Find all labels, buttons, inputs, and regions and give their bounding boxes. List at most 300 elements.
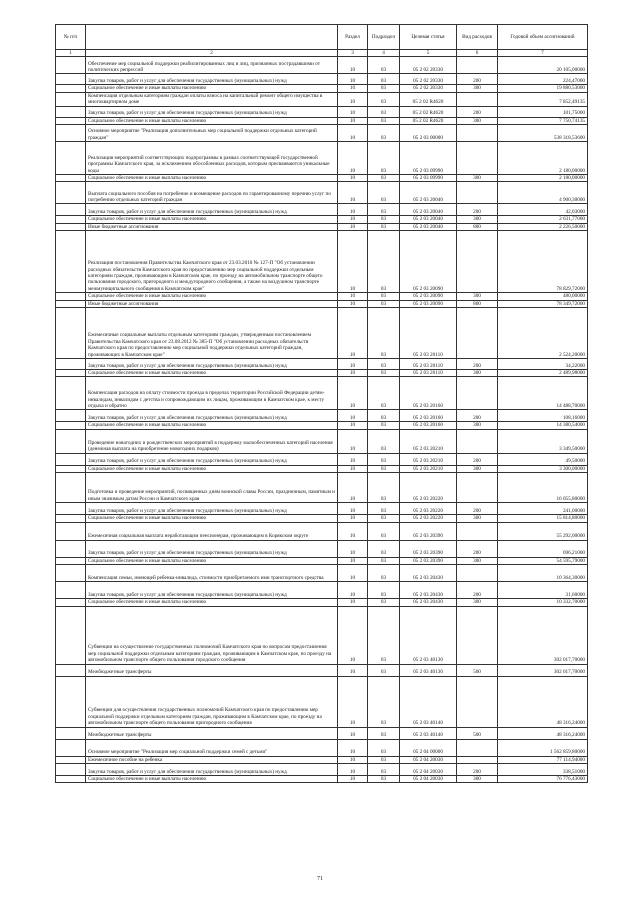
table-row [56,377,588,410]
table-row [56,300,588,307]
row-number [56,756,86,763]
column-number: 1 [56,50,86,57]
row-name: Межбюджетные трансферты [86,727,338,739]
row-target-article: 05 2 03 40130 [400,664,457,676]
table-row [56,175,588,182]
row-subsection: 03 [368,756,400,763]
row-number [56,223,86,230]
column-number: 4 [368,50,400,57]
row-name: Социальное обеспечение и иные выплаты населению [86,775,338,782]
row-expense-type [457,377,498,410]
row-amount: 2 524,20000 [498,308,588,359]
row-target-article: 05 2 03 20390 [400,540,457,557]
row-name: Проведение новогодних и рождественских мероприятий в поддержку малообеспеченных категорий населения (денежная выплата на приобретение новогодних подарков) [86,429,338,453]
row-expense-type: 300 [457,175,498,182]
row-expense-type: 200 [457,106,498,117]
row-section: 10 [338,599,368,606]
row-subsection: 03 [368,231,400,293]
column-number-row [56,50,588,57]
row-amount: 54 595,79000 [498,557,588,564]
row-section: 10 [338,465,368,472]
row-number [56,763,86,775]
row-target-article: 05 2 03 40140 [400,676,457,727]
table-row [56,231,588,293]
row-section: 10 [338,216,368,223]
row-subsection: 03 [368,204,400,216]
row-target-article: 05 2 03 20430 [400,599,457,606]
row-amount: 77 114,94000 [498,756,588,763]
row-number [56,565,86,582]
table-row [56,308,588,359]
row-section: 10 [338,503,368,515]
row-expense-type [457,473,498,503]
row-section: 10 [338,606,368,664]
table-row [56,92,588,106]
row-amount: 696,21000 [498,540,588,557]
row-target-article: 05 2 03 20160 [400,410,457,422]
row-expense-type: 800 [457,223,498,230]
row-subsection: 03 [368,293,400,300]
row-subsection: 03 [368,85,400,92]
row-number [56,359,86,370]
row-amount: 10 332,70000 [498,599,588,606]
row-amount: 2 180,00000 [498,175,588,182]
row-target-article: 05 2 03 20430 [400,565,457,582]
row-name: Иные бюджетные ассигнования [86,223,338,230]
row-amount: 2 180,00000 [498,142,588,175]
row-name: Социальное обеспечение и иные выплаты населению [86,557,338,564]
row-amount: 224,47000 [498,74,588,85]
row-amount: 20 105,00000 [498,57,588,74]
table-row [56,565,588,582]
row-expense-type [457,92,498,106]
row-amount: 538 318,53600 [498,125,588,142]
table-row [56,727,588,739]
row-amount: 7 750,74135 [498,117,588,124]
column-number: 7 [498,50,588,57]
row-expense-type: 200 [457,540,498,557]
row-name: Закупка товаров, работ и услуг для обеспечения государственных (муниципальных) нужд [86,763,338,775]
row-section: 10 [338,125,368,142]
row-target-article: 05 2 03 20160 [400,377,457,410]
row-target-article: 05 2 03 20390 [400,557,457,564]
row-target-article: 05 2 03 00000 [400,125,457,142]
row-expense-type [457,57,498,74]
row-amount: 19 880,53000 [498,85,588,92]
row-subsection: 03 [368,377,400,410]
row-number [56,727,86,739]
header-name [86,25,338,50]
row-expense-type: 200 [457,503,498,515]
table-row [56,125,588,142]
row-name: Реализация постановления Правительства Камчатского края от 23.03.2010 № 127-П "Об установлении расходных обязательств Камчатского края по предоставлению мер социальной поддержки отдельным категориям граждан, проживающим в Камчатском крае, по проезду на автомобильном транспорте общего пользования городского, пригородного и междугородного сообщения, а также на воздушном транспорте межмуниципального сообщения в Камчатском крае" [86,231,338,293]
row-subsection: 03 [368,74,400,85]
row-subsection: 03 [368,125,400,142]
table-row [56,85,588,92]
row-target-article: 05 2 03 20040 [400,182,457,204]
row-number [56,522,86,540]
row-section: 10 [338,142,368,175]
row-amount: 1 562 859,80000 [498,739,588,756]
row-name: Социальное обеспечение и иные выплаты населению [86,117,338,124]
row-name: Выплата социального пособия на погребение и возмещение расходов по гарантированному перечню услуг по погребению отдельных категорий граждан [86,182,338,204]
row-amount: 76 776,43000 [498,775,588,782]
row-amount: 302 017,70000 [498,664,588,676]
row-target-article: 05 2 03 20390 [400,522,457,540]
row-target-article: 05 2 03 20220 [400,503,457,515]
table-row [56,410,588,422]
row-subsection: 03 [368,515,400,522]
table-row [56,293,588,300]
row-name: Социальное обеспечение и иные выплаты населению [86,422,338,429]
row-target-article: 05 2 04 00000 [400,739,457,756]
row-target-article: 05 2 03 20040 [400,216,457,223]
row-expense-type: 300 [457,85,498,92]
row-section: 10 [338,182,368,204]
row-subsection: 03 [368,175,400,182]
row-target-article: 05 2 03 20210 [400,465,457,472]
row-amount: 108,16000 [498,410,588,422]
row-number [56,92,86,106]
row-number [56,117,86,124]
header-expense-type: Вид расходов [457,25,498,50]
row-expense-type [457,125,498,142]
row-target-article: 05 2 03 40140 [400,727,457,739]
row-section: 10 [338,223,368,230]
header-number: № п/п [56,25,86,50]
row-expense-type [457,429,498,453]
row-name: Компенсация отдельным категориям граждан оплаты взноса на капитальный ремонт общего имущества в многоквартирном доме [86,92,338,106]
row-subsection: 03 [368,664,400,676]
row-section: 10 [338,775,368,782]
row-subsection: 03 [368,429,400,453]
row-section: 10 [338,565,368,582]
row-name: Социальное обеспечение и иные выплаты населению [86,515,338,522]
row-target-article: 05 2 03 20210 [400,453,457,465]
table-row [56,453,588,465]
row-section: 10 [338,727,368,739]
row-amount: 480,00000 [498,293,588,300]
table-header-row [56,25,588,50]
row-number [56,599,86,606]
row-expense-type [457,739,498,756]
row-target-article: 05 2 03 20090 [400,293,457,300]
row-amount: 15 814,80000 [498,515,588,522]
row-amount: 34,22000 [498,359,588,370]
table-row [56,606,588,664]
row-name: Подготовка и проведение мероприятий, посвященных дням воинской славы России, праздничным, памятным и иным значимым датам России и Камчатского края [86,473,338,503]
row-section: 10 [338,92,368,106]
table-row [56,429,588,453]
row-name: Закупка товаров, работ и услуг для обеспечения государственных (муниципальных) нужд [86,453,338,465]
row-subsection: 03 [368,727,400,739]
row-target-article: 05 2 03 20430 [400,582,457,599]
row-subsection: 03 [368,216,400,223]
row-subsection: 03 [368,739,400,756]
row-section: 10 [338,293,368,300]
row-amount: 2 631,77000 [498,216,588,223]
row-name: Социальное обеспечение и иные выплаты населению [86,85,338,92]
row-subsection: 03 [368,300,400,307]
row-section: 10 [338,117,368,124]
row-section: 10 [338,377,368,410]
row-target-article: 05 2 02 R4620 [400,117,457,124]
row-number [56,515,86,522]
row-subsection: 03 [368,422,400,429]
row-number [56,74,86,85]
row-target-article: 05 2 03 40130 [400,606,457,664]
header-annual-amount: Годовой объем ассигнований [498,25,588,50]
row-target-article: 05 2 04 20030 [400,763,457,775]
row-section: 10 [338,422,368,429]
row-subsection: 03 [368,763,400,775]
table-row [56,422,588,429]
row-number [56,739,86,756]
row-target-article: 05 2 03 20110 [400,359,457,370]
table-row [56,503,588,515]
row-subsection: 03 [368,522,400,540]
column-number: 2 [86,50,338,57]
row-amount: 78 829,72000 [498,231,588,293]
row-name: Социальное обеспечение и иные выплаты населению [86,599,338,606]
table-row [56,57,588,74]
row-expense-type: 300 [457,599,498,606]
row-target-article: 05 2 03 20040 [400,204,457,216]
row-name: Ежемесячная социальная выплата неработающим пенсионерам, проживающим в Корякском округе [86,522,338,540]
row-name: Реализация мероприятий соответствующих подпрограммы в рамках соответствующей государственной программы Камчатского края, за исключением обособленных расходов, которым присваиваются уникальные коды [86,142,338,175]
row-number [56,308,86,359]
table-row [56,515,588,522]
row-section: 10 [338,540,368,557]
table-row [56,223,588,230]
row-amount: 16 055,80000 [498,473,588,503]
row-number [56,557,86,564]
row-name: Социальное обеспечение и иные выплаты населению [86,293,338,300]
row-amount: 241,00000 [498,503,588,515]
row-section: 10 [338,410,368,422]
row-amount: 78 349,72000 [498,300,588,307]
row-number [56,582,86,599]
row-expense-type: 200 [457,74,498,85]
row-number [56,664,86,676]
row-section: 10 [338,175,368,182]
row-number [56,422,86,429]
row-number [56,175,86,182]
row-amount: 14 488,70000 [498,377,588,410]
column-number: 5 [400,50,457,57]
row-section: 10 [338,557,368,564]
row-expense-type: 200 [457,359,498,370]
row-expense-type: 300 [457,557,498,564]
row-section: 10 [338,582,368,599]
row-name: Субвенции для осуществления государственных полномочий Камчатского края по предоставлению мер социальной поддержки отдельным категориям граждан, проживающим в Камчатском крае, по проезду на автомобильном транспорте общего пользования пригородного сообщения [86,676,338,727]
row-name: Ежемесячное пособие на ребенка [86,756,338,763]
row-number [56,182,86,204]
row-number [56,57,86,74]
row-section: 10 [338,522,368,540]
table-row [56,106,588,117]
row-number [56,377,86,410]
row-expense-type [457,182,498,204]
row-amount: 14 380,54000 [498,422,588,429]
row-name: Закупка товаров, работ и услуг для обеспечения государственных (муниципальных) нужд [86,540,338,557]
row-name: Обеспечение мер социальной поддержки реабилитированных лиц и лиц, признанных пострадавшими от политических репрессий [86,57,338,74]
row-subsection: 03 [368,308,400,359]
row-target-article: 05 2 04 20030 [400,775,457,782]
row-number [56,204,86,216]
row-expense-type: 300 [457,465,498,472]
row-expense-type [457,565,498,582]
row-target-article: 05 2 03 20090 [400,231,457,293]
row-subsection: 03 [368,465,400,472]
row-subsection: 03 [368,182,400,204]
table-row [56,582,588,599]
row-amount: 2 226,50000 [498,223,588,230]
row-section: 10 [338,763,368,775]
row-number [56,473,86,503]
row-subsection: 03 [368,565,400,582]
table-row [56,370,588,377]
row-target-article: 05 2 02 R4620 [400,92,457,106]
header-subsection: Подраздел [368,25,400,50]
row-expense-type: 200 [457,453,498,465]
column-number: 6 [457,50,498,57]
header-section: Раздел [338,25,368,50]
row-section: 10 [338,85,368,92]
row-number [56,775,86,782]
row-target-article: 05 2 03 20220 [400,473,457,503]
row-section: 10 [338,756,368,763]
table-row [56,74,588,85]
row-target-article: 05 2 03 20220 [400,515,457,522]
table-row [56,763,588,775]
table-row [56,676,588,727]
row-subsection: 03 [368,606,400,664]
row-expense-type: 800 [457,300,498,307]
row-name: Социальное обеспечение и иные выплаты населению [86,175,338,182]
row-subsection: 03 [368,503,400,515]
row-expense-type: 200 [457,410,498,422]
row-amount: 7 852,49135 [498,92,588,106]
row-target-article: 05 2 02 20330 [400,74,457,85]
row-section: 10 [338,57,368,74]
row-expense-type [457,756,498,763]
row-name: Субвенции на осуществление государственных полномочий Камчатского края по вопросам предоставления мер социальной поддержки отдельным категориям граждан, проживающим в Камчатском крае, по проезду на автомобильном транспорте общего пользования городского сообщения [86,606,338,664]
row-amount: 48 316,24000 [498,676,588,727]
header-target-article: Целевая статья [400,25,457,50]
row-name: Социальное обеспечение и иные выплаты населению [86,370,338,377]
row-expense-type: 500 [457,727,498,739]
row-number [56,293,86,300]
row-subsection: 03 [368,106,400,117]
row-expense-type [457,231,498,293]
table-row [56,599,588,606]
table-body [56,57,588,783]
row-number [56,465,86,472]
table-row [56,756,588,763]
row-subsection: 03 [368,57,400,74]
row-target-article: 05 2 04 20030 [400,756,457,763]
row-amount: 49,50000 [498,453,588,465]
row-section: 10 [338,74,368,85]
row-number [56,606,86,664]
row-name: Закупка товаров, работ и услуг для обеспечения государственных (муниципальных) нужд [86,106,338,117]
row-section: 10 [338,739,368,756]
row-amount: 31,60000 [498,582,588,599]
row-name: Закупка товаров, работ и услуг для обеспечения государственных (муниципальных) нужд [86,74,338,85]
row-section: 10 [338,429,368,453]
row-section: 10 [338,473,368,503]
row-target-article: 05 2 02 20330 [400,57,457,74]
table-row [56,182,588,204]
row-name: Социальное обеспечение и иные выплаты населению [86,216,338,223]
row-subsection: 03 [368,359,400,370]
row-name: Закупка товаров, работ и услуг для обеспечения государственных (муниципальных) нужд [86,359,338,370]
row-section: 10 [338,453,368,465]
row-subsection: 03 [368,599,400,606]
table-row [56,522,588,540]
row-target-article: 05 2 03 20160 [400,422,457,429]
table-row [56,142,588,175]
row-subsection: 03 [368,540,400,557]
row-expense-type: 300 [457,370,498,377]
row-amount: 338,51000 [498,763,588,775]
table-row [56,739,588,756]
row-amount: 101,75000 [498,106,588,117]
row-target-article: 05 2 03 20040 [400,223,457,230]
row-target-article: 05 2 02 20330 [400,85,457,92]
row-target-article: 05 2 03 20210 [400,429,457,453]
row-amount: 3 349,50000 [498,429,588,453]
row-number [56,142,86,175]
row-expense-type [457,676,498,727]
row-subsection: 03 [368,410,400,422]
row-subsection: 03 [368,557,400,564]
table-row [56,465,588,472]
row-name: Закупка товаров, работ и услуг для обеспечения государственных (муниципальных) нужд [86,582,338,599]
row-name: Закупка товаров, работ и услуг для обеспечения государственных (муниципальных) нужд [86,204,338,216]
row-section: 10 [338,359,368,370]
row-subsection: 03 [368,92,400,106]
row-amount: 4 900,30000 [498,182,588,204]
row-expense-type: 200 [457,582,498,599]
row-number [56,85,86,92]
table-row [56,473,588,503]
row-target-article: 05 2 02 R4620 [400,106,457,117]
row-expense-type: 300 [457,515,498,522]
row-expense-type: 300 [457,293,498,300]
row-expense-type: 200 [457,763,498,775]
row-expense-type: 300 [457,117,498,124]
row-name: Закупка товаров, работ и услуг для обеспечения государственных (муниципальных) нужд [86,410,338,422]
row-number [56,410,86,422]
budget-table [55,24,588,783]
table-row [56,117,588,124]
page-number: 71 [317,876,323,882]
row-expense-type [457,522,498,540]
row-expense-type [457,142,498,175]
table-row [56,557,588,564]
row-name: Закупка товаров, работ и услуг для обеспечения государственных (муниципальных) нужд [86,503,338,515]
row-name: Социальное обеспечение и иные выплаты населению [86,465,338,472]
row-name: Иные бюджетные ассигнования [86,300,338,307]
row-section: 10 [338,204,368,216]
row-number [56,429,86,453]
row-section: 10 [338,676,368,727]
row-subsection: 03 [368,473,400,503]
row-number [56,540,86,557]
row-amount: 10 364,30000 [498,565,588,582]
